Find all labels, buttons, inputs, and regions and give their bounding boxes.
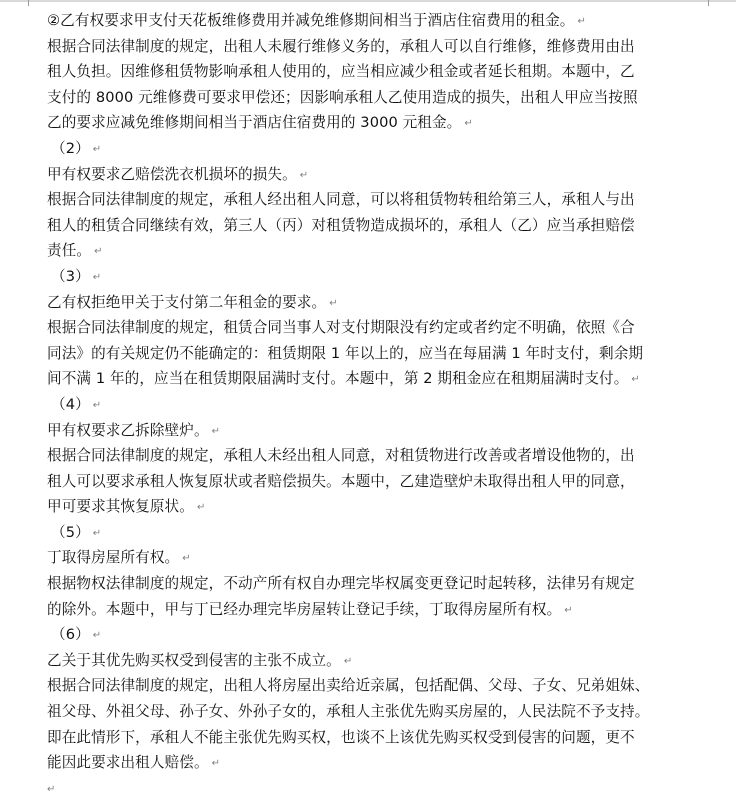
answer-q5-conclusion: 丁取得房屋所有权。 ↵ — [47, 549, 191, 567]
answer-2-explanation-line: 支付的 8000 元维修费可要求甲偿还；因影响承租人乙使用造成的损失，出租人甲应当按照 — [47, 88, 638, 106]
paragraph-mark-icon: ↵ — [92, 271, 102, 283]
answer-2-explanation-line: 乙的要求应减免维修期间相当于酒店住宿费用的 3000 元租金。 ↵ — [47, 114, 473, 132]
answer-q5-explanation-line: 根据物权法律制度的规定，不动产所有权自办理完毕权属变更登记时起转移，法律另有规定 — [47, 575, 635, 593]
answer-q6-explanation-line: 能因此要求出租人赔偿。 ↵ — [47, 754, 221, 772]
paragraph-mark-icon: ↵ — [182, 553, 191, 565]
question-number-4: （4） ↵ — [51, 395, 102, 413]
paragraph-mark-icon: ↵ — [329, 297, 338, 309]
answer-q3-explanation-line: 同法》的有关规定仍不能确定的：租赁期限 1 年以上的，应当在每届满 1 年时支付，剩余期 — [47, 344, 644, 362]
answer-q3-explanation-line: 间不满 1 年的，应当在租赁期限届满时支付。本题中，第 2 期租金应在租期届满时支付。 ↵ — [47, 370, 640, 388]
question-number-5: （5） ↵ — [51, 523, 102, 541]
answer-q6-conclusion: 乙关于其优先购买权受到侵害的主张不成立。 ↵ — [47, 651, 353, 669]
paragraph-mark-icon: ↵ — [196, 502, 206, 514]
paragraph-mark-icon: ↵ — [211, 425, 221, 437]
left-crop-mark — [28, 0, 29, 6]
answer-q2-explanation-line: 根据合同法律制度的规定，承租人经出租人同意，可以将租赁物转租给第三人，承租人与出 — [47, 191, 635, 209]
paragraph-mark-icon: ↵ — [92, 630, 102, 642]
question-number-2: （2） ↵ — [51, 139, 102, 157]
answer-q3-explanation-line: 根据合同法律制度的规定，租赁合同当事人对支付期限没有约定或者约定不明确，依照《合 — [47, 319, 635, 337]
paragraph-mark-icon: ↵ — [211, 758, 221, 770]
answer-2-conclusion: ②乙有权要求甲支付天花板维修费用并减免维修期间相当于酒店住宿费用的租金。 ↵ — [47, 12, 586, 29]
question-number-6: （6） ↵ — [51, 626, 102, 644]
paragraph-mark-icon: ↵ — [92, 143, 102, 155]
answer-q2-conclusion: 甲有权要求乙赔偿洗衣机损坏的损失。 ↵ — [47, 165, 309, 183]
page-top-border — [0, 0, 736, 2]
paragraph-mark-icon: ↵ — [94, 246, 103, 258]
answer-q3-conclusion: 乙有权拒绝甲关于支付第二年租金的要求。 ↵ — [47, 293, 338, 311]
answer-q2-explanation-line: 租人的租赁合同继续有效，第三人（丙）对租赁物造成损坏的，承租人（乙）应当承担赔偿 — [47, 216, 635, 234]
paragraph-mark-icon: ↵ — [464, 118, 473, 130]
answer-q5-explanation-line: 的除外。本题中，甲与丁已经办理完毕房屋转让登记手续，丁取得房屋所有权。 ↵ — [47, 600, 573, 618]
answer-q4-explanation-line: 根据合同法律制度的规定，承租人未经出租人同意，对租赁物进行改善或者增设他物的，出 — [47, 447, 635, 465]
answer-2-explanation-line: 租人负担。因维修租赁物影响承租人使用的，应当相应减少租金或者延长租期。本题中，乙 — [47, 63, 635, 81]
paragraph-mark-icon: ↵ — [47, 783, 56, 795]
answer-2-explanation-line: 根据合同法律制度的规定，出租人未履行维修义务的，承租人可以自行维修，维修费用由出 — [47, 37, 635, 55]
answer-q4-explanation-line: 甲可要求其恢复原状。 ↵ — [47, 498, 206, 516]
paragraph-mark-icon: ↵ — [343, 655, 353, 667]
paragraph-mark-icon: ↵ — [564, 604, 573, 616]
paragraph-mark-icon: ↵ — [631, 374, 640, 386]
answer-q6-explanation-line: 根据合同法律制度的规定，出租人将房屋出卖给近亲属，包括配偶、父母、子女、兄弟姐妹、 — [47, 677, 650, 695]
paragraph-mark-icon: ↵ — [92, 527, 102, 539]
answer-q4-explanation-line: 租人可以要求承租人恢复原状或者赔偿损失。本题中，乙建造壁炉未取得出租人甲的同意， — [47, 472, 635, 490]
answer-q6-explanation-line: 祖父母、外祖父母、孙子女、外孙子女的，承租人主张优先购买房屋的，人民法院不予支持。 — [47, 703, 650, 721]
answer-q4-conclusion: 甲有权要求乙拆除壁炉。 ↵ — [47, 421, 221, 439]
empty-paragraph — [47, 776, 714, 802]
right-crop-mark — [708, 0, 709, 6]
answer-q6-explanation-line: 即在此情形下，承租人不能主张优先购买权，也谈不上该优先购买权受到侵害的问题，更不 — [47, 728, 635, 746]
paragraph-mark-icon: ↵ — [299, 169, 309, 181]
question-number-3: （3） ↵ — [51, 267, 102, 285]
paragraph-mark-icon: ↵ — [92, 399, 102, 411]
answer-q2-explanation-line: 责任。 ↵ — [47, 242, 103, 260]
paragraph-mark-icon: ↵ — [577, 16, 586, 27]
